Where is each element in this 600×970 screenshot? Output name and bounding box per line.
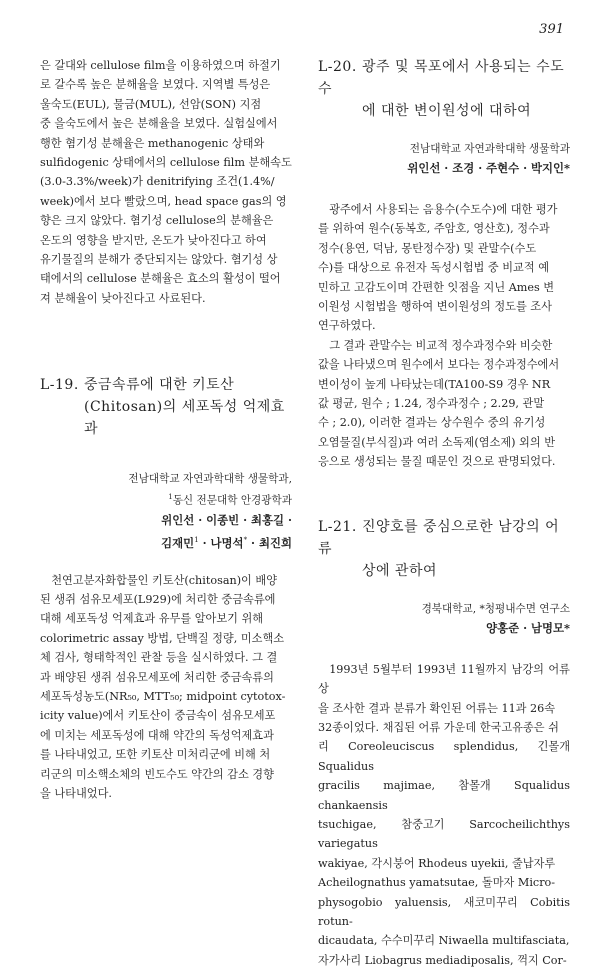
title-line-2: 상에 관하여 <box>362 562 438 579</box>
author-line: 위인선 · 이종빈 · 최홍길 · <box>161 512 292 527</box>
text-line: 중 을숙도에서 높은 분해율을 보였다. 실험실에서 <box>40 117 278 131</box>
title-line-2: (Chitosan)의 세포독성 억제효과 <box>84 399 285 438</box>
text-line: 로 갈수록 높은 분해율을 보였다. 지역별 특성은 <box>40 78 271 92</box>
text-line: 오염물질(부식질)과 여러 소독제(염소제) 외의 반 <box>318 435 556 449</box>
article-code: L-21. <box>318 518 357 535</box>
text-line: week)에서 보다 빨랐으며, head space gas의 영 <box>40 194 287 208</box>
article-code: L-20. <box>318 59 357 75</box>
text-line: 를 나타내었고, 또한 키토산 미처리군에 비해 처 <box>40 748 271 762</box>
text-line: 값 평균, 원수 ; 1.24, 정수과정수 ; 2.29, 관말 <box>318 397 545 411</box>
affiliation-line: 경북대학교, *청평내수면 연구소 <box>421 602 570 615</box>
author-line: 양홍준 · 남명모* <box>486 620 570 635</box>
affiliation-line: 전남대학교 자연과학대학 생물학과 <box>409 143 570 155</box>
text-line: 리 Coreoleuciscus splendidus, 긴몰개 Squalidus <box>318 740 570 773</box>
text-line: 체 검사, 형태학적인 관찰 등을 실시하였다. 그 결 <box>40 651 278 665</box>
text-line: sulfidogenic 상태에서의 cellulose film 분해속도 <box>40 156 292 170</box>
text-line: 수)를 대상으로 유전자 독성시험법 중 비교적 예 <box>318 261 550 275</box>
text-line: physogobio yaluensis, 새코미꾸리 Cobitis rotun- <box>318 895 570 928</box>
abstract-body <box>318 200 570 472</box>
text-line: 온도의 영향을 받지만, 온도가 낮아진다고 하여 <box>40 233 267 247</box>
text-line: dicaudata, 수수미꾸리 Niwaella multifasciata, <box>318 934 570 948</box>
text-line: colorimetric assay 방법, 단백질 정량, 미소핵소 <box>40 631 285 645</box>
text-line: 를 위하여 원수(동복호, 주암호, 영산호), 정수과 <box>318 222 550 236</box>
text-line: 과 배양된 생쥐 섬유모세포에 처리한 중금속류의 <box>40 670 274 684</box>
text-line: 울숙도(EUL), 물금(MUL), 선암(SON) 지점 <box>40 97 262 111</box>
article-l19 <box>40 374 292 803</box>
text-line: 유기물질의 분해가 중단되지는 않았다. 혐기성 상 <box>40 253 278 267</box>
title-line-1: 중금속류에 대한 키토산 <box>84 377 235 394</box>
left-column <box>40 56 292 803</box>
text-line: wakiyae, 각시붕어 Rhodeus uyekii, 줄납자루 <box>318 856 556 870</box>
article-title <box>40 374 292 440</box>
text-line: 은 갈대와 cellulose film을 이용하였으며 하절기 <box>40 59 281 72</box>
text-line: 이원성 시험법을 행하여 변이원성의 정도를 조사 <box>318 300 552 314</box>
text-line: 을 조사한 결과 분류가 확인된 어류는 11과 26속 <box>318 701 556 715</box>
text-line: 광주에서 사용되는 음용수(수도수)에 대한 평가 <box>329 203 558 216</box>
text-line: 대해 세포독성 억제효과 유무를 알아보기 위해 <box>40 612 264 626</box>
article-title <box>318 56 570 122</box>
title-line-1: 진양호를 중심으로한 남강의 어류 <box>318 518 560 557</box>
text-line: 32종이었다. 채집된 어류 가운데 한국고유종은 쉬 <box>318 720 559 734</box>
text-line: 향은 크지 않았다. 혐기성 cellulose의 분해율은 <box>40 214 274 228</box>
text-line: 태에서의 cellulose 분해율은 효소의 활성이 떨어 <box>40 272 281 286</box>
article-l21 <box>318 516 570 970</box>
text-line: 세포독성농도(NR₅₀, MTT₅₀; midpoint cytotox- <box>40 690 286 704</box>
text-line: 수 ; 2.0), 이러한 결과는 상수원수 중의 유기성 <box>318 416 546 430</box>
article-code: L-19. <box>40 377 79 394</box>
title-line-1: 광주 및 목포에서 사용되는 수도수 <box>318 59 565 97</box>
text-line: 연구하였다. <box>318 319 376 333</box>
text-line: icity value)에서 키토산이 중금속이 섬유모세포 <box>40 709 276 723</box>
text-line: 리군의 미소핵소체의 빈도수도 약간의 감소 경향 <box>40 767 274 781</box>
abstract-body <box>318 660 570 970</box>
page-number: 391 <box>539 22 564 37</box>
right-column <box>318 56 570 970</box>
continued-abstract <box>40 56 292 308</box>
text-line: 을 나타내었다. <box>40 787 112 801</box>
text-line: 져 분해율이 낮아진다고 사료된다. <box>40 291 206 305</box>
text-line: 에 미치는 세포독성에 대해 약간의 독성억제효과 <box>40 728 274 742</box>
text-line: 값을 나타냈으며 원수에서 보다는 정수과정수에서 <box>318 358 560 372</box>
text-line: 자가사리 Liobagrus mediadiposalis, 꺽지 Cor- <box>318 953 567 967</box>
text-line: 응으로 생성되는 물질 때문인 것으로 판명되었다. <box>318 455 556 469</box>
title-line-2: 에 대한 변이원성에 대하여 <box>362 103 532 119</box>
text-line: gracilis majimae, 참몰개 Squalidus chankaensis <box>318 779 570 812</box>
text-line: 된 생쥐 섬유모세포(L929)에 처리한 중금속류에 <box>40 593 276 607</box>
article-title <box>318 516 570 582</box>
authors <box>40 510 292 553</box>
article-l20 <box>318 56 570 472</box>
text-line: Acheilognathus yamatsutae, 돌마자 Micro- <box>318 876 556 890</box>
author-line: 김재민$^1$ · 나명석* · 최진희 <box>161 535 292 550</box>
affiliations <box>40 470 292 510</box>
abstract-body <box>40 571 292 804</box>
text-line: 민하고 고감도이며 간편한 잇점을 지닌 Ames 변 <box>318 280 555 294</box>
text-line: 변이성이 높게 나타났는데(TA100-S9 경우 NR <box>318 377 551 391</box>
affiliation-line: 전남대학교 자연과학대학 생물학과, <box>128 473 292 486</box>
author-line: 위인선 · 조경 · 주현수 · 박지인* <box>407 161 570 175</box>
text-line: tsuchigae, 참중고기 Sarcocheilichthys variegatus <box>318 817 570 851</box>
text-line: (3.0-3.3%/week)가 denitrifying 조건(1.4%/ <box>40 175 275 189</box>
text-line: 행한 혐기성 분해율은 methanogenic 상태와 <box>40 136 265 150</box>
text-line: 그 결과 관말수는 비교적 정수과정수와 비슷한 <box>329 338 553 352</box>
text-line: 정수(용연, 덕남, 몽탄정수장) 및 관말수(수도 <box>318 241 537 255</box>
text-line: 천연고분자화합물인 키토산(chitosan)이 배양 <box>51 573 278 587</box>
text-line: 1993년 5월부터 1993년 11월까지 남강의 어류상 <box>318 662 570 696</box>
affiliation-line: $^1$동신 전문대학 안경광학과 <box>168 493 292 507</box>
